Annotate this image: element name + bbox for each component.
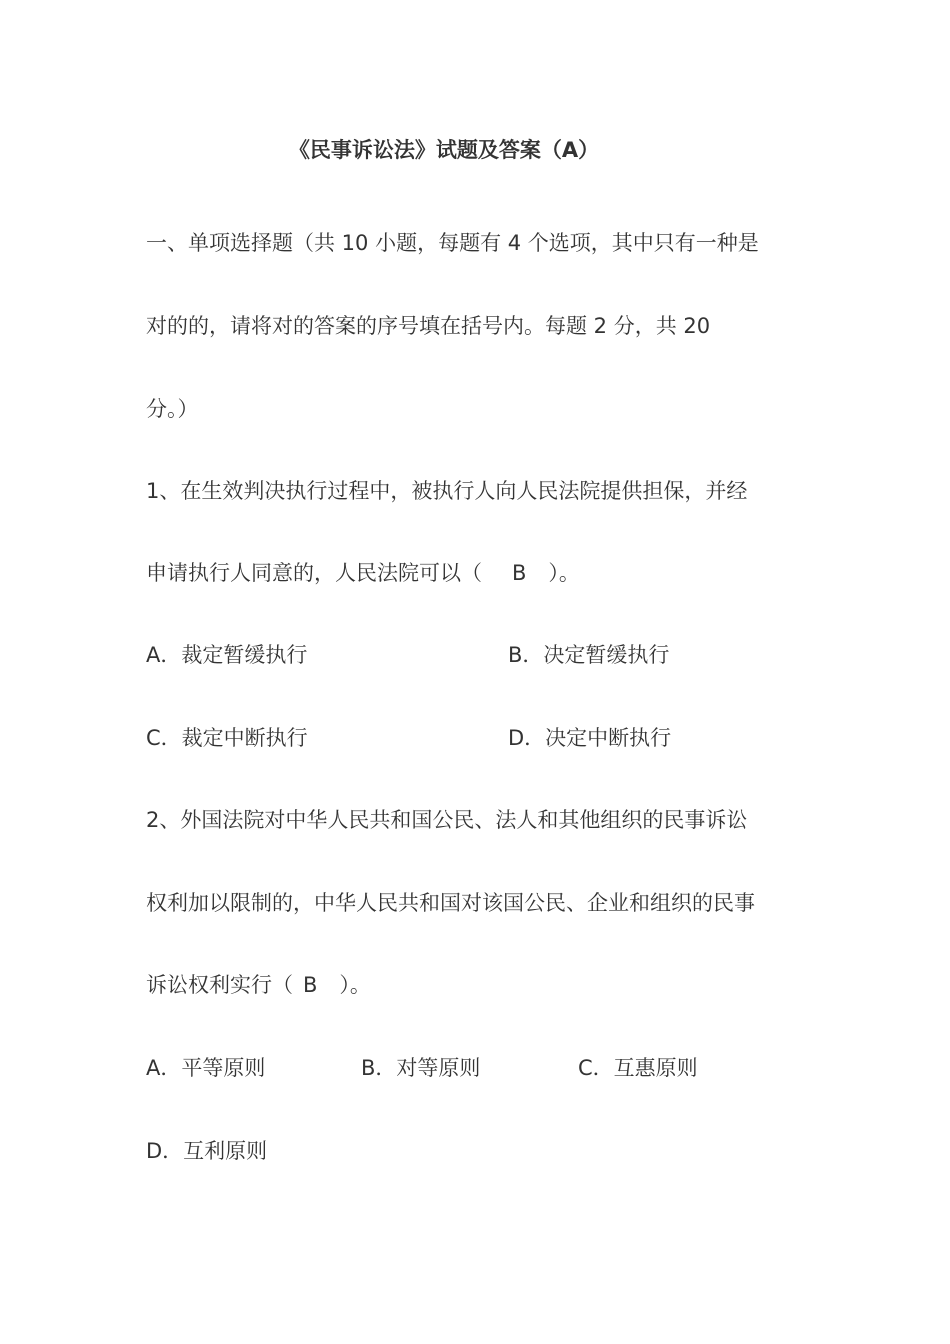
- question-1-stem-prefix: 申请执行人同意的，人民法院可以（: [146, 561, 482, 585]
- question-2-answer: B: [303, 973, 318, 997]
- question-2-stem-last-line: [146, 971, 371, 999]
- question-1-stem-suffix: ）。: [548, 561, 580, 585]
- document-title: 《民事诉讼法》试题及答案（A）: [288, 138, 600, 162]
- question-1-answer: B: [512, 561, 527, 585]
- question-2-option-d: D．互利原则: [146, 1139, 268, 1163]
- question-2-stem-line-1: 2、外国法院对中华人民共和国公民、法人和其他组织的民事诉讼: [146, 808, 748, 832]
- question-2-stem-line-2: 权利加以限制的，中华人民共和国对该国公民、企业和组织的民事: [146, 891, 755, 915]
- question-1-stem-line-1: 1、在生效判决执行过程中，被执行人向人民法院提供担保，并经: [146, 479, 748, 503]
- question-2-option-b: B．对等原则: [361, 1056, 481, 1080]
- question-1-option-a: A．裁定暂缓执行: [146, 643, 308, 667]
- section-intro-line-3: 分。）: [146, 397, 199, 421]
- question-1-stem-last-line: [146, 559, 580, 587]
- question-2-option-c: C．互惠原则: [578, 1056, 698, 1080]
- question-1-option-d: D．决定中断执行: [508, 726, 672, 750]
- question-2-option-a: A．平等原则: [146, 1056, 266, 1080]
- question-1-option-b: B．决定暂缓执行: [508, 643, 670, 667]
- question-2-stem-suffix: ）。: [339, 973, 371, 997]
- question-1-option-c: C．裁定中断执行: [146, 726, 308, 750]
- question-2-stem-prefix: 诉讼权利实行（: [146, 973, 293, 997]
- section-intro-line-1: 一、单项选择题（共 10 小题，每题有 4 个选项，其中只有一种是: [146, 231, 759, 255]
- section-intro-line-2: 对的的，请将对的答案的序号填在括号内。每题 2 分，共 20: [146, 314, 711, 338]
